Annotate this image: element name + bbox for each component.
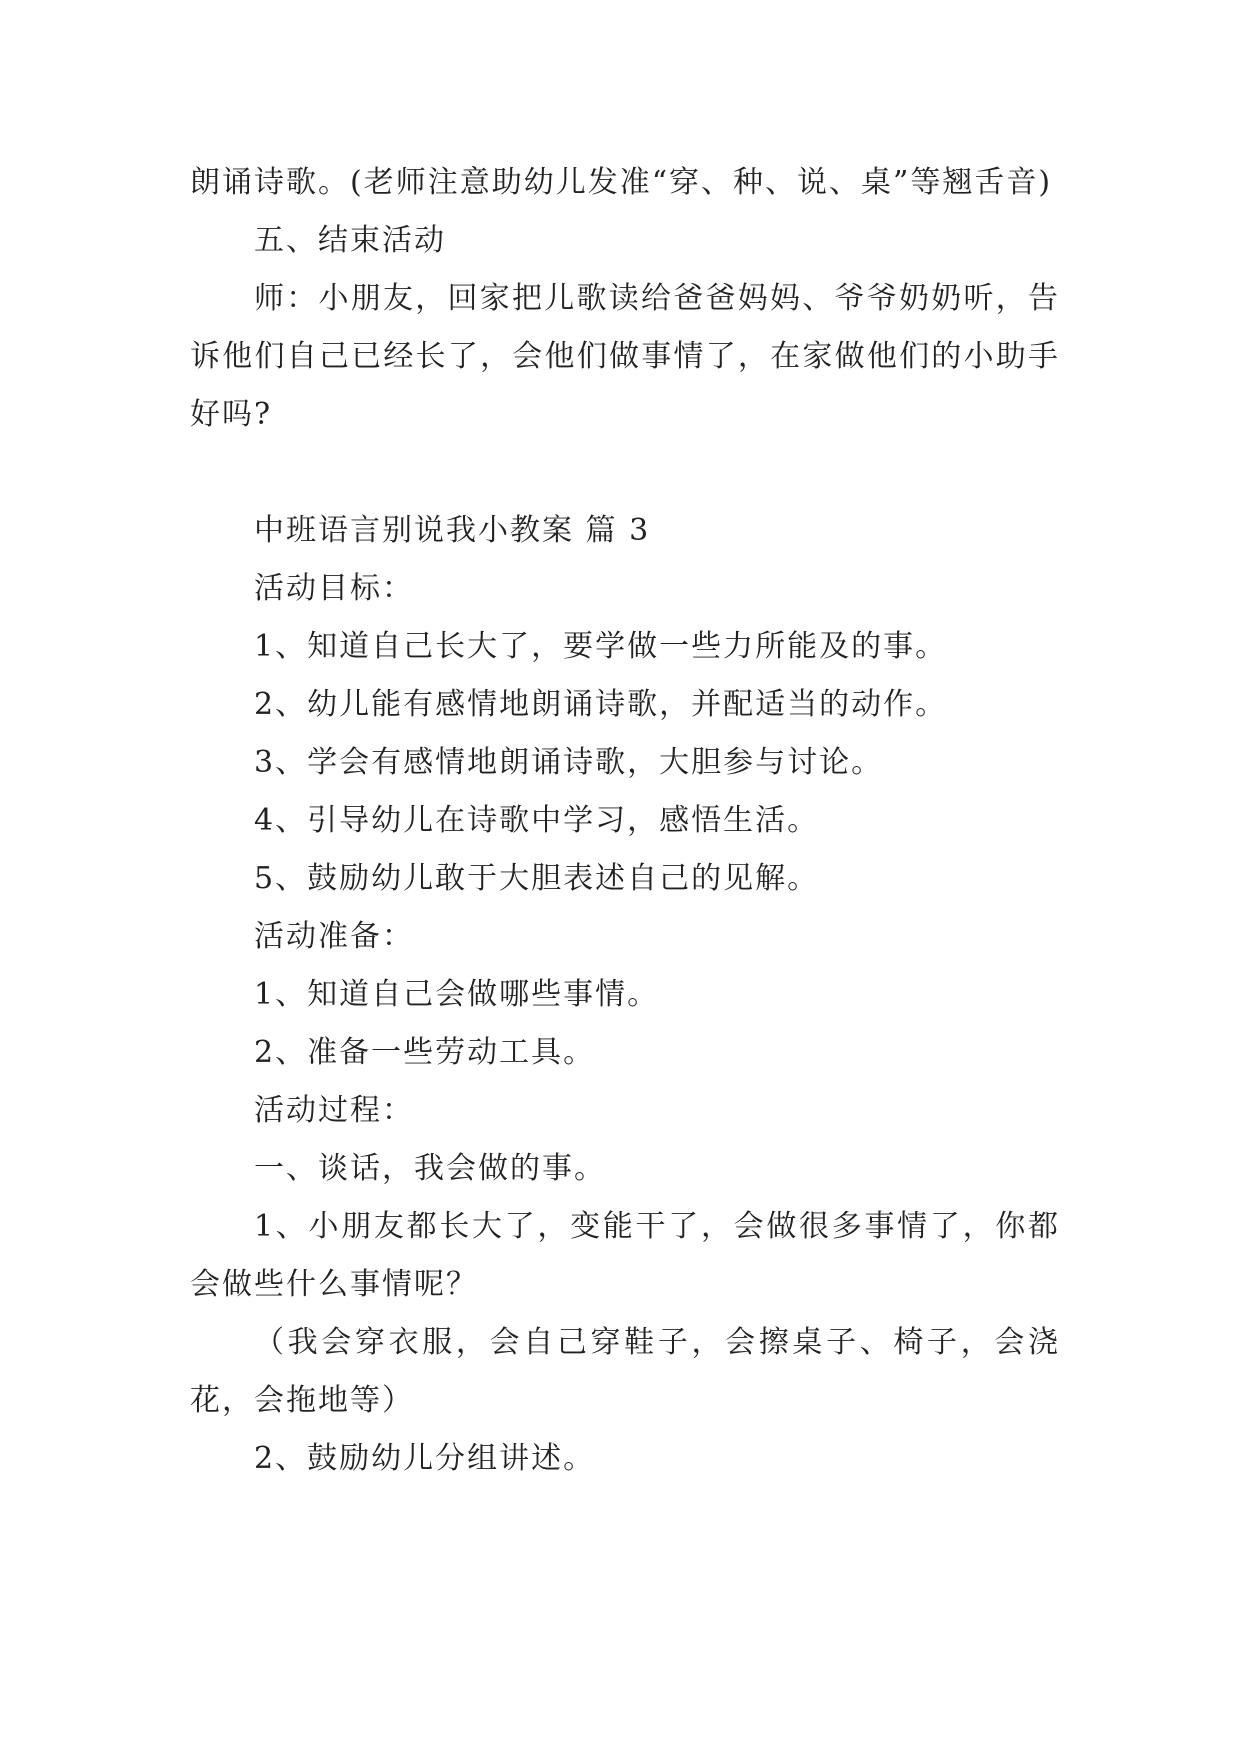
paragraph-spacer	[190, 444, 1060, 502]
heading-activity-preparation: 活动准备：	[254, 919, 414, 954]
goal-item-5: 5、鼓励幼儿敢于大胆表述自己的见解。	[254, 861, 820, 896]
process-step-1-heading: 一、谈话，我会做的事。	[254, 1151, 606, 1186]
heading-activity-goals: 活动目标：	[254, 571, 414, 606]
goal-item-1: 1、知道自己长大了，要学做一些力所能及的事。	[254, 629, 948, 664]
goal-item-2: 2、幼儿能有感情地朗诵诗歌，并配适当的动作。	[254, 687, 948, 722]
heading-activity-process: 活动过程：	[254, 1093, 414, 1128]
lesson-title: 中班语言别说我小教案 篇 3	[254, 513, 651, 548]
document-body	[190, 154, 1060, 1488]
preparation-item-1: 1、知道自己会做哪些事情。	[254, 977, 660, 1012]
goal-item-4: 4、引导幼儿在诗歌中学习，感悟生活。	[254, 803, 820, 838]
paragraph-teacher-closing: 师：小朋友，回家把儿歌读给爸爸妈妈、爷爷奶奶听，告诉他们自己已经长了，会他们做事情了，在家做他们的小助手好吗?	[190, 281, 1060, 432]
paragraph-poem-recitation: 朗诵诗歌。(老师注意助幼儿发准“穿、种、说、桌”等翘舌音)	[190, 165, 1053, 200]
section-heading-end-activity: 五、结束活动	[254, 223, 446, 258]
goal-item-3: 3、学会有感情地朗诵诗歌，大胆参与讨论。	[254, 745, 884, 780]
process-step-1-examples: （我会穿衣服，会自己穿鞋子，会擦桌子、椅子，会浇花，会拖地等）	[190, 1325, 1060, 1418]
preparation-item-2: 2、准备一些劳动工具。	[254, 1035, 596, 1070]
process-step-1-question: 1、小朋友都长大了，变能干了，会做很多事情了，你都会做些什么事情呢？	[190, 1209, 1060, 1302]
process-step-1-group-talk: 2、鼓励幼儿分组讲述。	[254, 1441, 596, 1476]
